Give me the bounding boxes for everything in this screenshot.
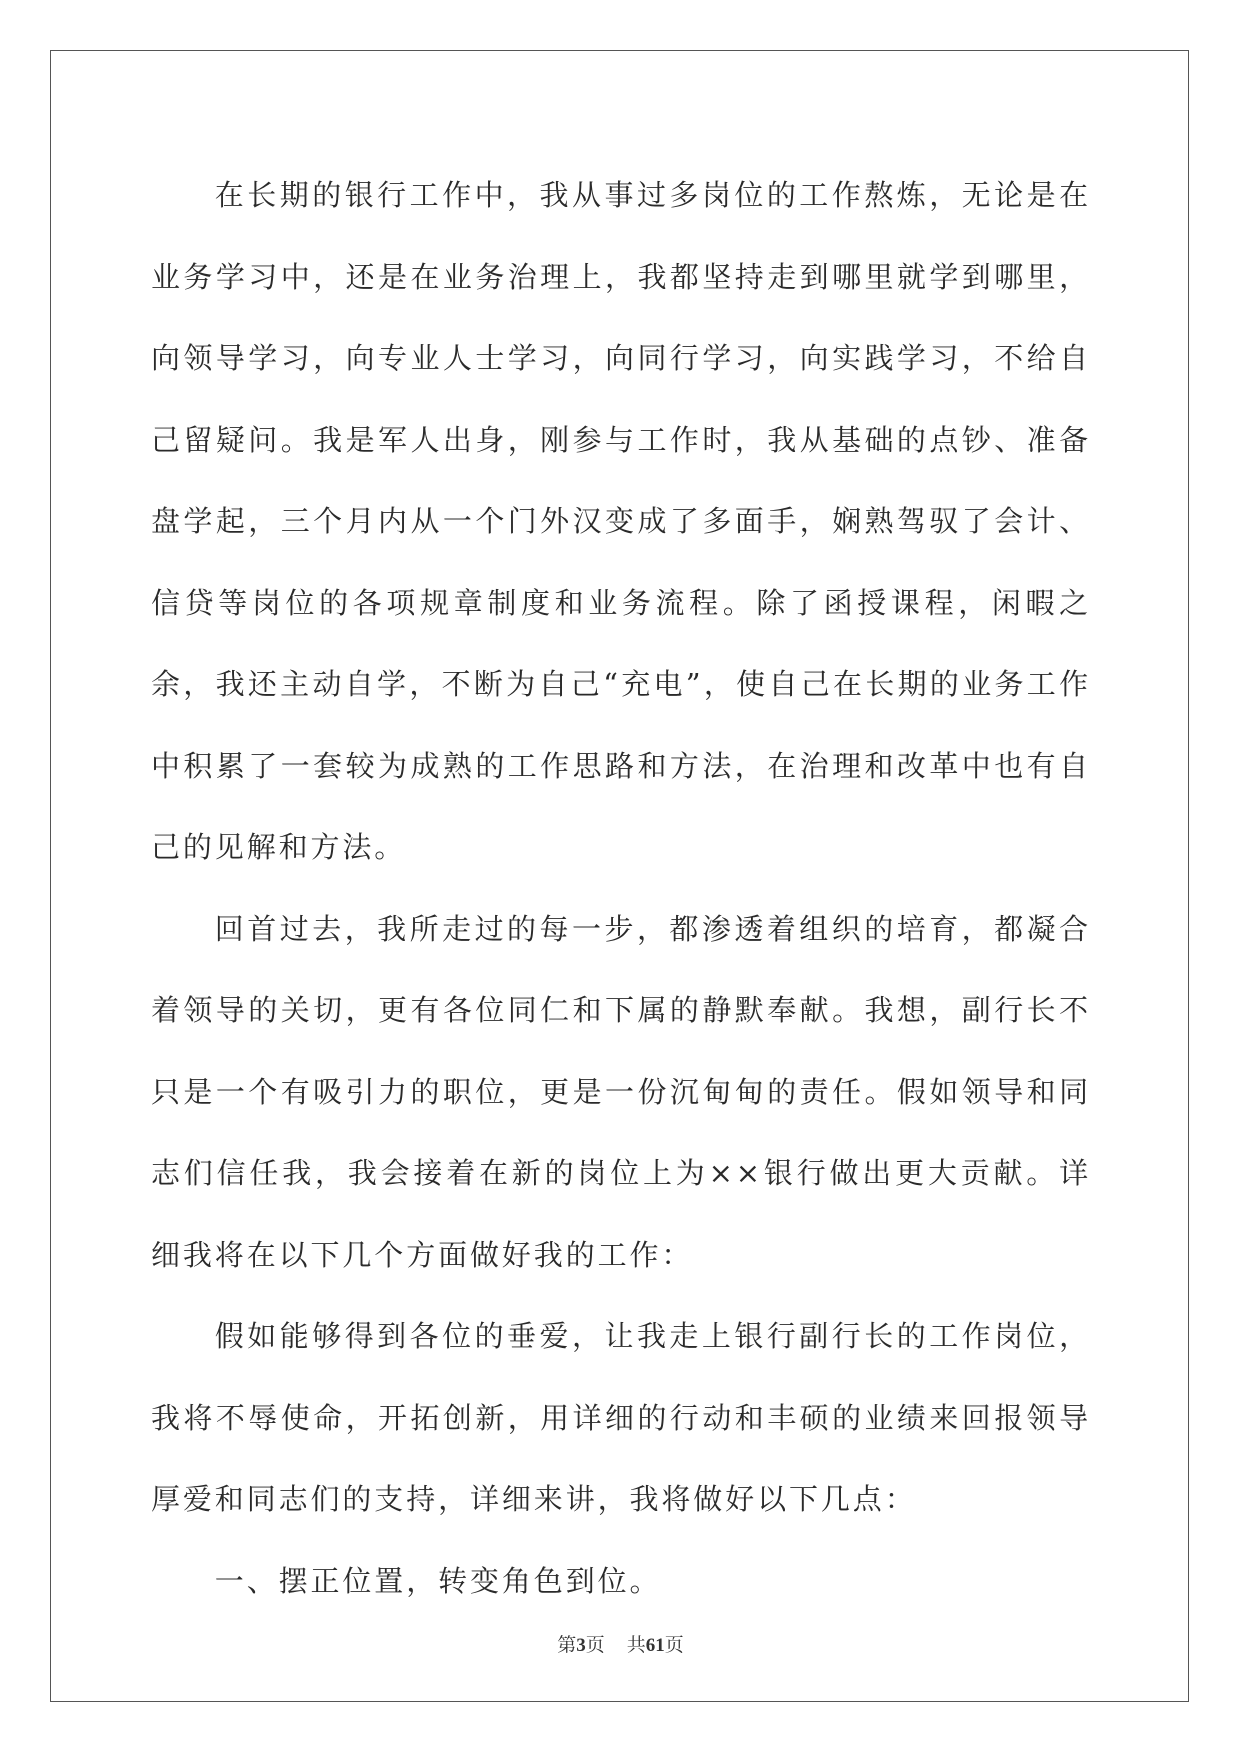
page-suffix: 页 xyxy=(585,1635,605,1656)
page-footer xyxy=(0,1630,1241,1657)
current-page-number: 3 xyxy=(576,1635,586,1656)
paragraph-2: 回首过去，我所走过的每一步，都渗透着组织的培育，都凝合着领导的关切，更有各位同仁和下属的静默奉献。我想，副行长不只是一个有吸引力的职位，更是一份沉甸甸的责任。假如领导和同志们信任我，我会接着在新的岗位上为××银行做出更大贡献。详细我将在以下几个方面做好我的工作： xyxy=(151,911,1091,1272)
total-page-count: 61 xyxy=(645,1635,665,1656)
page-prefix: 第 xyxy=(557,1635,577,1656)
total-suffix: 页 xyxy=(664,1635,684,1656)
document-body xyxy=(151,155,1091,1622)
paragraph-1: 在长期的银行工作中，我从事过多岗位的工作熬炼，无论是在业务学习中，还是在业务治理上，我都坚持走到哪里就学到哪里，向领导学习，向专业人士学习，向同行学习，向实践学习，不给自己留疑问。我是军人出身，刚参与工作时，我从基础的点钞、准备盘学起，三个月内从一个门外汉变成了多面手，娴熟驾驭了会计、信贷等岗位的各项规章制度和业务流程。除了函授课程，闲暇之余，我还主动自学，不断为自己“充电”，使自己在长期的业务工作中积累了一套较为成熟的工作思路和方法，在治理和改革中也有自己的见解和方法。 xyxy=(151,178,1091,864)
total-prefix: 共 xyxy=(626,1635,646,1656)
paragraph-4: 一、摆正位置，转变角色到位。 xyxy=(214,1563,662,1598)
paragraph-3: 假如能够得到各位的垂爱，让我走上银行副行长的工作岗位，我将不辱使命，开拓创新，用详细的行动和丰硕的业绩来回报领导厚爱和同志们的支持，详细来讲，我将做好以下几点： xyxy=(151,1319,1091,1516)
